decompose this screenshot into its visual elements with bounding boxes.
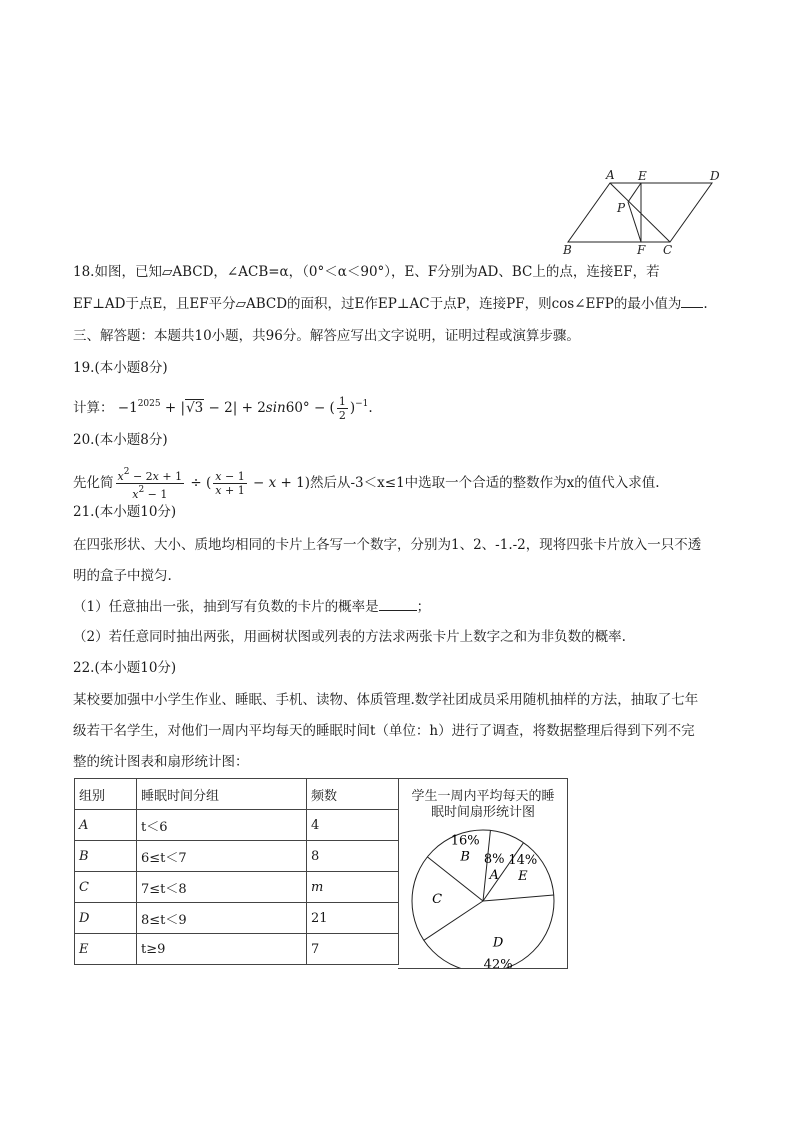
q21-part1 (73, 596, 430, 617)
table-cell: m (307, 872, 399, 903)
section3-title (73, 326, 580, 346)
pie-title-line2: 眠时间扇形统计图 (430, 805, 535, 820)
q19-expression: $-1^{2025} + |√3 - 2| + 2\sin 60^\circ$ − ( $\frac{1}{2}$ )$^{-1}$. (117, 395, 373, 422)
q20-expression: $\frac{x^2 - 2x + 1}{x^2 - 1}$ ÷ ( $\frac{x - 1}{x + 1}$ − x + 1) (117, 467, 310, 501)
q18-text-line1: 18.如图，已知▱ABCD，∠ACB=α，（0°＜α＜90°），E、F分别为AD、BC上的点，连接EF，若 (73, 264, 660, 280)
label-d: D (710, 169, 720, 183)
q18-line2: EF⊥AD于点E，且EF平分▱ABCD的面积，过E作EP⊥AC于点P，连接PF，则cos∠EFP的最小值为 . (73, 293, 708, 314)
q22-line3 (73, 752, 249, 772)
q22-header-text: 22.(本小题10分) (73, 660, 177, 676)
q18-answer-blank[interactable] (681, 293, 703, 308)
pie-chart (398, 779, 566, 968)
table-header-row (75, 779, 399, 810)
label-a: A (606, 168, 615, 182)
table-row (75, 872, 399, 903)
pie-chart-panel (398, 778, 568, 969)
table-header-cell: 频数 (307, 779, 399, 810)
table-cell: 6≤t＜7 (137, 841, 307, 872)
parallelogram-figure (555, 165, 725, 257)
table-row (75, 841, 399, 872)
q22-line2 (73, 721, 695, 741)
table-row (75, 934, 399, 965)
q22-text-line1: 某校要加强中小学生作业、睡眠、手机、读物、体质管理.数学社团成员采用随机抽样的方法，抽取了七年 (73, 692, 699, 708)
table-cell: C (75, 872, 137, 903)
table-cell: A (75, 810, 137, 841)
table-cell: B (75, 841, 137, 872)
table-header-cell: 组别 (75, 779, 137, 810)
table-cell: t≥9 (137, 934, 307, 965)
q19-prefix: 计算： (73, 400, 114, 416)
q22-text-line3: 整的统计图表和扇形统计图： (73, 754, 249, 770)
pie-value-label: 42% (483, 957, 513, 968)
pie-value-label: 8% (483, 852, 505, 868)
pie-value-label: 16% (450, 833, 480, 849)
label-p: P (617, 201, 626, 215)
q21-header (73, 502, 176, 522)
q20-header (73, 430, 168, 450)
section3-title-text: 三、解答题：本题共10小题，共96分。解答应写出文字说明，证明过程或演算步骤。 (73, 328, 580, 344)
pie-title-line1: 学生一周内平均每天的睡 (411, 789, 555, 804)
table-header-cell: 睡眠时间分组 (137, 779, 307, 810)
q20-prefix: 先化简 (73, 475, 114, 491)
q21-header-text: 21.(本小题10分) (73, 504, 177, 520)
q21-part2-text: （2）若任意同时抽出两张，用画树状图或列表的方法求两张卡片上数字之和为非负数的概率. (73, 629, 626, 645)
pie-value-label: 14% (508, 853, 538, 868)
segment-ep (628, 183, 641, 202)
table-row (75, 903, 399, 934)
q21-answer-blank[interactable] (379, 596, 417, 611)
label-e: E (638, 169, 647, 183)
table-cell: 8 (307, 841, 399, 872)
pie-category-label: D (492, 935, 504, 951)
label-c: C (663, 243, 673, 257)
label-b: B (563, 243, 572, 257)
table-cell: E (75, 934, 137, 965)
table-cell: D (75, 903, 137, 934)
pie-category-label: E (518, 869, 528, 884)
pie-slice-boundary (483, 895, 554, 901)
q21-part1-end: ； (416, 599, 431, 615)
pie-category-label: C (432, 892, 443, 908)
segment-pf (628, 202, 641, 242)
q20-body (73, 466, 660, 501)
q19-header-text: 19.(本小题8分) (73, 360, 168, 376)
q21-line1 (73, 535, 701, 555)
q18-line1 (73, 262, 660, 282)
q22-text-line2: 级若干名学生，对他们一周内平均每天的睡眠时间t（单位：h）进行了调查，将数据整理后得到下列不完 (73, 723, 695, 739)
q22-header (73, 658, 176, 678)
q19-body (73, 394, 373, 422)
q19-header (73, 358, 168, 378)
frequency-table (74, 778, 399, 965)
table-cell: 7≤t＜8 (137, 872, 307, 903)
pie-category-label: A (489, 868, 499, 884)
q20-suffix: 然后从-3＜x≤1中选取一个合适的整数作为x的值代入求值. (310, 475, 660, 491)
table-row (75, 810, 399, 841)
q22-line1 (73, 690, 698, 710)
q21-text-line1: 在四张形状、大小、质地均相同的卡片上各写一个数字，分别为1、2、-1.-2，现将四张卡片放入一只不透 (73, 537, 702, 553)
q21-part2 (73, 627, 626, 647)
table-cell: 4 (307, 810, 399, 841)
q18-text-line2: EF⊥AD于点E，且EF平分▱ABCD的面积，过E作EP⊥AC于点P，连接PF，则cos∠EFP的最小值为 (73, 296, 682, 312)
table-cell: 21 (307, 903, 399, 934)
pie-category-label: B (460, 849, 470, 865)
q21-part1-text: （1）任意抽出一张，抽到写有负数的卡片的概率是 (73, 599, 379, 615)
table-cell: 7 (307, 934, 399, 965)
table-cell: t＜6 (137, 810, 307, 841)
q21-text-line2: 明的盒子中搅匀. (73, 568, 172, 584)
q20-header-text: 20.(本小题8分) (73, 432, 168, 448)
label-f: F (637, 243, 646, 257)
q21-line2 (73, 566, 172, 586)
table-cell: 8≤t＜9 (137, 903, 307, 934)
